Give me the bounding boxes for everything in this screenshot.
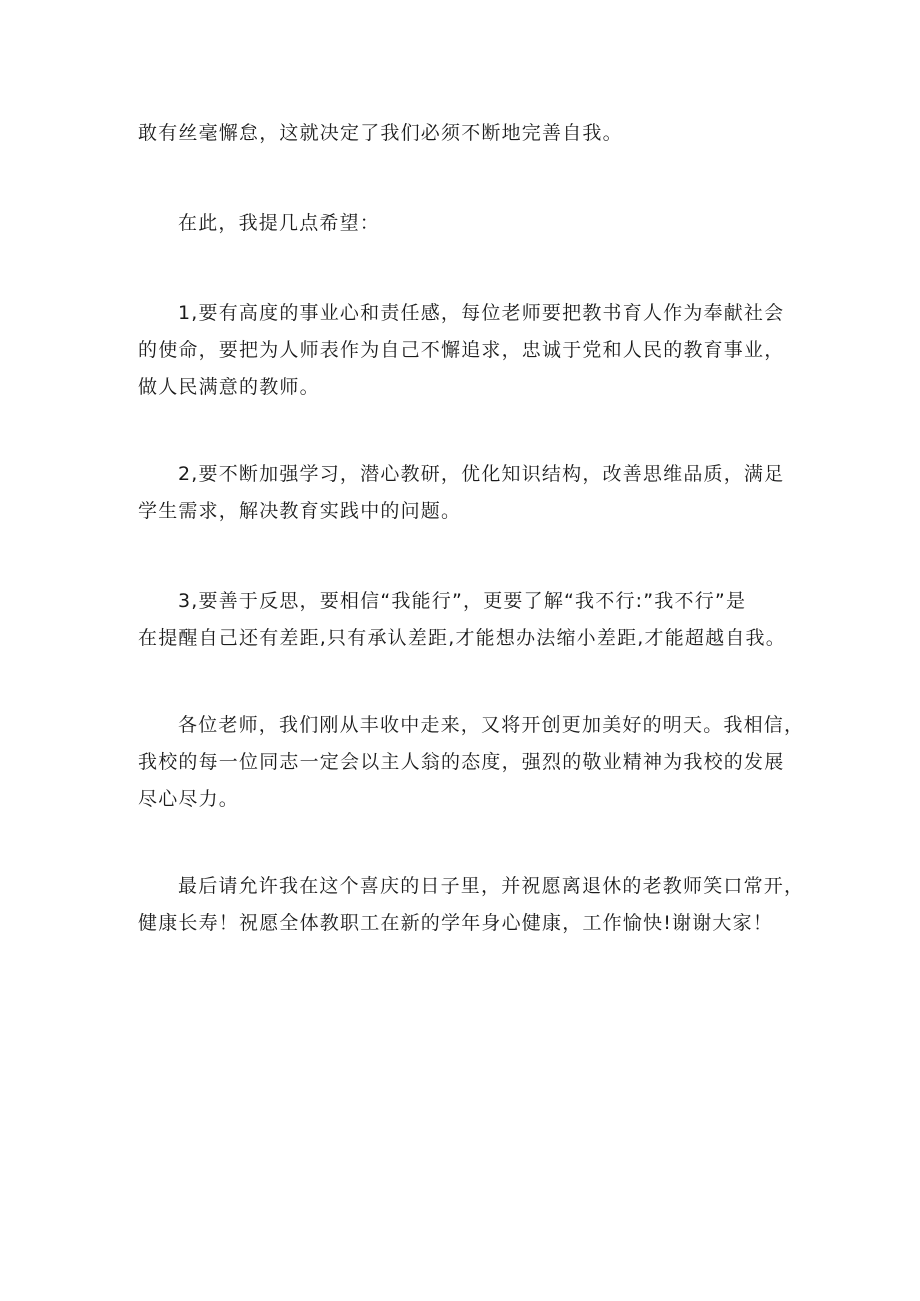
paragraph-continuation xyxy=(138,115,798,152)
paragraph-hope-3 xyxy=(138,583,798,657)
paragraph-line: 在提醒自己还有差距,只有承认差距,才能想办法缩小差距,才能超越自我。 xyxy=(138,627,786,649)
paragraph-line: 我校的每一位同志一定会以主人翁的态度，强烈的敬业精神为我校的发展 xyxy=(138,751,785,773)
paragraph-line: 2,要不断加强学习，潜心教研，优化知识结构，改善思维品质，满足 xyxy=(178,463,785,485)
paragraph-line: 3,要善于反思，要相信“我能行”，更要了解“我不行:”我不行”是 xyxy=(178,590,747,612)
paragraph-line: 各位老师，我们刚从丰收中走来，又将开创更加美好的明天。我相信， xyxy=(178,714,805,736)
paragraph-line: 最后请允许我在这个喜庆的日子里，并祝愿离退休的老教师笑口常开， xyxy=(178,875,805,897)
paragraph-line: 在此，我提几点希望： xyxy=(178,212,381,234)
paragraph-line: 1,要有高度的事业心和责任感，每位老师要把教书育人作为奉献社会 xyxy=(178,302,785,324)
paragraph-intro-hopes xyxy=(138,205,798,242)
paragraph-line: 健康长寿！祝愿全体教职工在新的学年身心健康，工作愉快!谢谢大家！ xyxy=(138,912,774,934)
paragraph-hope-1 xyxy=(138,295,798,406)
paragraph-line: 做人民满意的教师。 xyxy=(138,376,320,398)
paragraph-line: 学生需求，解决教育实践中的问题。 xyxy=(138,500,462,522)
paragraph-line: 的使命，要把为人师表作为自己不懈追求，忠诚于党和人民的教育事业， xyxy=(138,339,785,361)
document-body xyxy=(138,115,805,942)
paragraph-line: 敢有丝毫懈怠，这就决定了我们必须不断地完善自我。 xyxy=(138,122,623,144)
paragraph-teachers xyxy=(138,707,805,818)
paragraph-line: 尽心尽力。 xyxy=(138,788,240,810)
paragraph-closing xyxy=(138,868,805,942)
paragraph-hope-2 xyxy=(138,456,798,530)
